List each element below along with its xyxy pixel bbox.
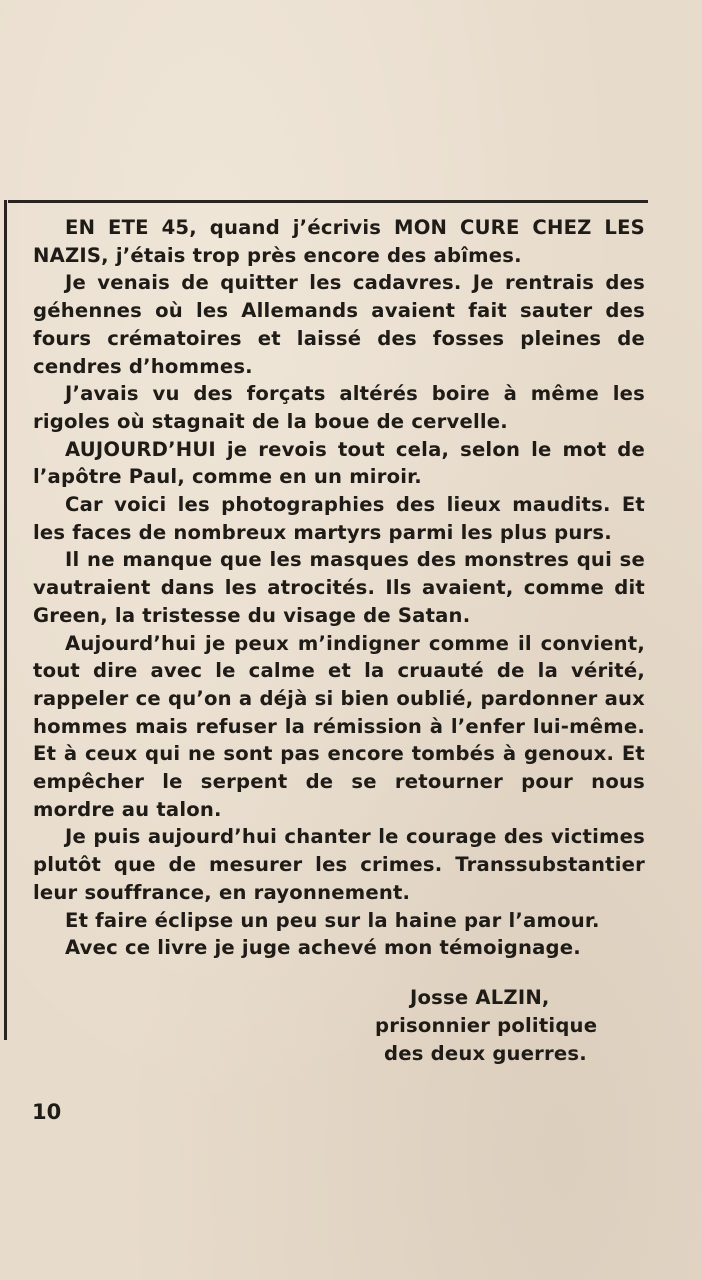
paragraph-6: Il ne manque que les masques des monstres qui se vautraient dans les atrocités. Ils avaient, comme dit Green, la tristesse du visage de Satan.: [33, 548, 645, 627]
frame-top-rule: [8, 200, 648, 203]
paragraph-2: Je venais de quitter les cadavres. Je rentrais des géhennes où les Allemands avaient fait sauter des fours crématoires et laissé des fosses pleines de cendres d’hommes.: [33, 271, 645, 378]
paragraph-7: Aujourd’hui je peux m’indigner comme il convient, tout dire avec le calme et la cruauté de la vérité, rappeler ce qu’on a déjà si bien oublié, pardonner aux hommes mais refuser la rémission à l’enfer lui-même. Et à ceux qui ne sont pas encore tombés à genoux. Et empêcher le serpent de se retourner pour nous mordre au talon.: [33, 631, 645, 821]
author-name: Josse ALZIN,: [410, 986, 550, 1009]
paragraph-5: Car voici les photographies des lieux maudits. Et les faces de nombreux martyrs parmi les plus purs.: [33, 493, 645, 544]
author-subtitle: des deux guerres.: [384, 1042, 587, 1065]
author-title: prisonnier politique: [375, 1014, 598, 1037]
author-signature: [360, 984, 610, 1068]
paragraph-3: J’avais vu des forçats altérés boire à même les rigoles où stagnait de la boue de cervelle.: [33, 382, 645, 433]
paragraph-8: Je puis aujourd’hui chanter le courage des victimes plutôt que de mesurer les crimes. Transsubstantier leur souffrance, en rayonnement.: [33, 825, 645, 904]
paragraph-9: Et faire éclipse un peu sur la haine par l’amour.: [65, 908, 600, 932]
paragraph-1: EN ETE 45, quand j’écrivis MON CURE CHEZ LES NAZIS, j’étais trop près encore des abîmes.: [33, 216, 645, 267]
preface-text: [33, 214, 645, 962]
paragraph-4: AUJOURD’HUI je revois tout cela, selon le mot de l’apôtre Paul, comme en un miroir.: [33, 437, 645, 489]
paragraph-10: Avec ce livre je juge achevé mon témoignage.: [65, 936, 581, 960]
frame-left-rule: [4, 200, 7, 1040]
page-number: 10: [32, 1100, 62, 1124]
